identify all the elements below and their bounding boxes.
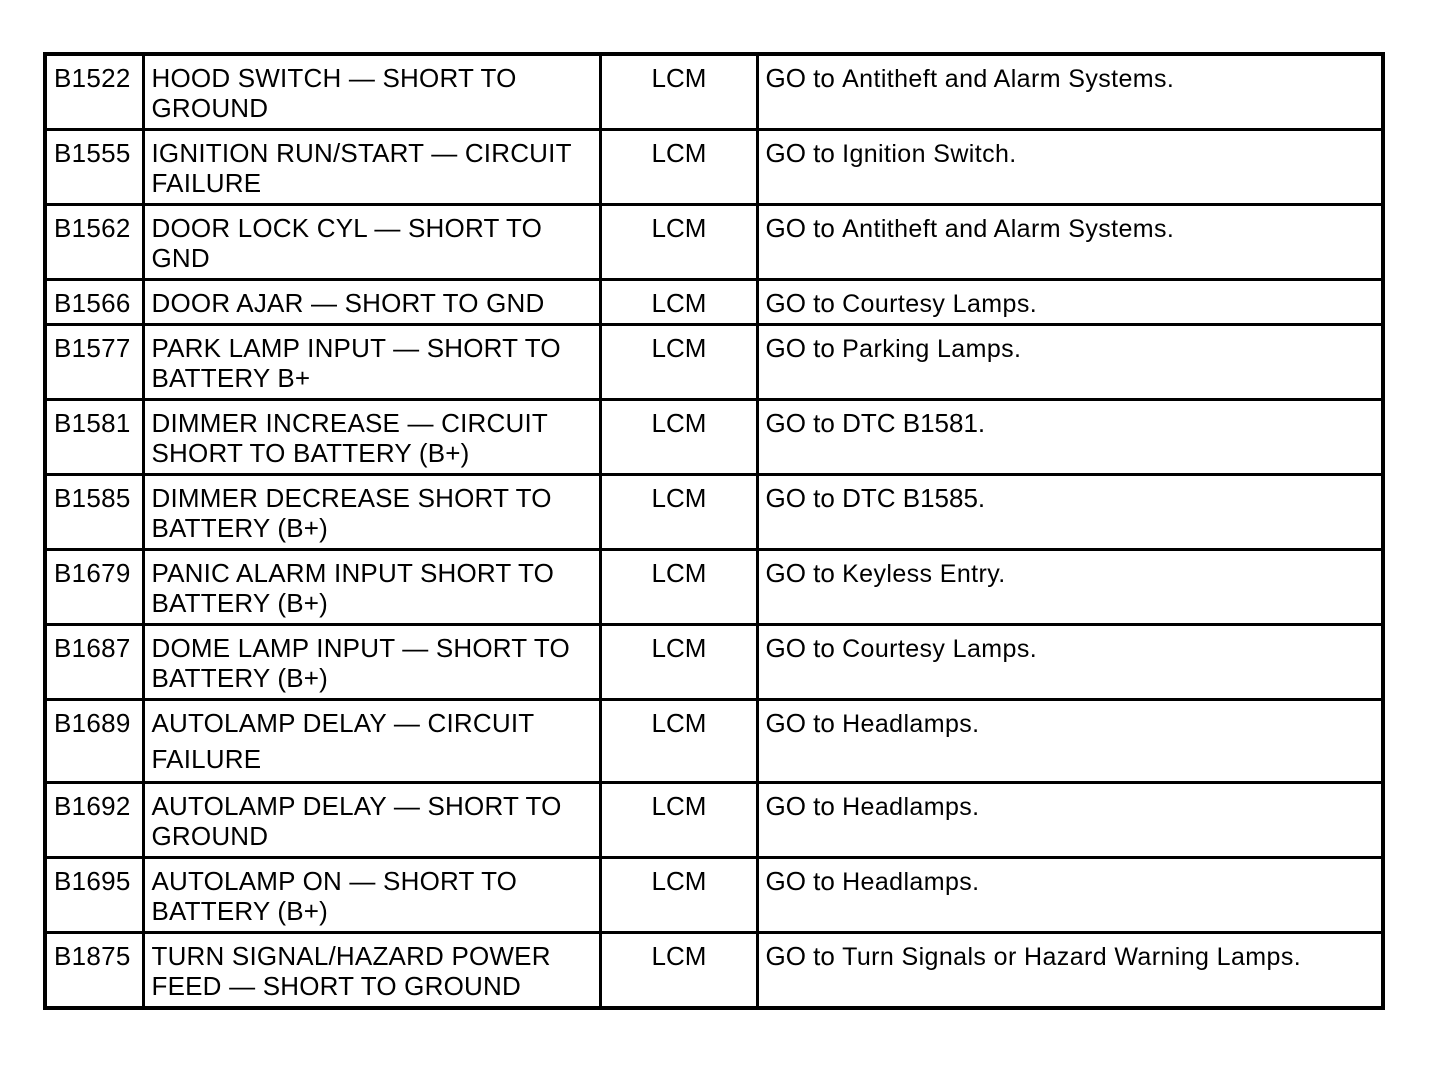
dtc-action — [757, 933, 1383, 1009]
dtc-description: PANIC ALARM INPUT SHORT TO BATTERY (B+) — [143, 550, 600, 625]
table-row — [45, 783, 1383, 858]
action-prefix: GO to — [765, 213, 835, 243]
dtc-action — [757, 783, 1383, 858]
action-prefix: GO to — [765, 138, 835, 168]
dtc-code: B1679 — [45, 550, 143, 625]
dtc-action — [757, 625, 1383, 700]
dtc-description: IGNITION RUN/START — CIRCUIT FAILURE — [143, 130, 600, 205]
table-row — [45, 550, 1383, 625]
dtc-module: LCM — [600, 858, 757, 933]
dtc-description: TURN SIGNAL/HAZARD POWER FEED — SHORT TO GROUND — [143, 933, 600, 1009]
action-prefix: GO to — [765, 63, 835, 93]
dtc-code: B1562 — [45, 205, 143, 280]
dtc-action — [757, 325, 1383, 400]
dtc-code: B1875 — [45, 933, 143, 1009]
dtc-module: LCM — [600, 205, 757, 280]
action-prefix: GO to — [765, 791, 835, 821]
action-target: DTC B1585. — [842, 483, 986, 513]
action-target: Antitheft and Alarm Systems. — [842, 65, 1175, 93]
dtc-module: LCM — [600, 54, 757, 130]
dtc-code: B1687 — [45, 625, 143, 700]
dtc-module: LCM — [600, 700, 757, 783]
table-row — [45, 280, 1383, 325]
dtc-description: PARK LAMP INPUT — SHORT TO BATTERY B+ — [143, 325, 600, 400]
dtc-code: B1522 — [45, 54, 143, 130]
action-prefix: GO to — [765, 558, 835, 588]
dtc-description: HOOD SWITCH — SHORT TO GROUND — [143, 54, 600, 130]
action-target: Ignition Switch. — [842, 140, 1017, 168]
dtc-code: B1585 — [45, 475, 143, 550]
dtc-description: AUTOLAMP ON — SHORT TO BATTERY (B+) — [143, 858, 600, 933]
dtc-module: LCM — [600, 475, 757, 550]
dtc-code: B1689 — [45, 700, 143, 783]
table-row — [45, 858, 1383, 933]
action-target: Courtesy Lamps. — [842, 290, 1038, 318]
table-row — [45, 325, 1383, 400]
action-target: Turn Signals or Hazard Warning Lamps. — [842, 943, 1302, 971]
action-prefix: GO to — [765, 866, 835, 896]
dtc-description: DOOR LOCK CYL — SHORT TO GND — [143, 205, 600, 280]
action-target: Headlamps. — [842, 793, 980, 821]
table-row — [45, 400, 1383, 475]
dtc-action — [757, 550, 1383, 625]
dtc-table — [43, 52, 1385, 1010]
action-prefix: GO to — [765, 483, 835, 513]
dtc-action — [757, 700, 1383, 783]
dtc-code: B1695 — [45, 858, 143, 933]
action-prefix: GO to — [765, 633, 835, 663]
dtc-module: LCM — [600, 400, 757, 475]
action-target: Headlamps. — [842, 710, 980, 738]
table-row — [45, 933, 1383, 1009]
dtc-description: AUTOLAMP DELAY — SHORT TO GROUND — [143, 783, 600, 858]
dtc-action — [757, 205, 1383, 280]
dtc-action — [757, 400, 1383, 475]
dtc-action — [757, 475, 1383, 550]
dtc-module: LCM — [600, 550, 757, 625]
dtc-description: DIMMER DECREASE SHORT TO BATTERY (B+) — [143, 475, 600, 550]
action-prefix: GO to — [765, 708, 835, 738]
dtc-action — [757, 858, 1383, 933]
action-prefix: GO to — [765, 941, 835, 971]
dtc-code: B1555 — [45, 130, 143, 205]
action-target: Keyless Entry. — [842, 560, 1006, 588]
dtc-description: DOME LAMP INPUT — SHORT TO BATTERY (B+) — [143, 625, 600, 700]
table-row — [45, 475, 1383, 550]
action-target: Headlamps. — [842, 868, 980, 896]
dtc-action — [757, 54, 1383, 130]
action-target: Courtesy Lamps. — [842, 635, 1038, 663]
table-row — [45, 625, 1383, 700]
dtc-action — [757, 130, 1383, 205]
action-prefix: GO to — [765, 333, 835, 363]
table-row — [45, 130, 1383, 205]
dtc-description: AUTOLAMP DELAY — CIRCUIT FAILURE — [143, 700, 600, 783]
dtc-module: LCM — [600, 625, 757, 700]
table-row — [45, 205, 1383, 280]
dtc-code: B1577 — [45, 325, 143, 400]
action-prefix: GO to — [765, 288, 835, 318]
dtc-description: DOOR AJAR — SHORT TO GND — [143, 280, 600, 325]
dtc-module: LCM — [600, 783, 757, 858]
action-target: Antitheft and Alarm Systems. — [842, 215, 1175, 243]
dtc-module: LCM — [600, 280, 757, 325]
action-target: DTC B1581. — [842, 408, 986, 438]
table-row — [45, 54, 1383, 130]
dtc-action — [757, 280, 1383, 325]
action-prefix: GO to — [765, 408, 835, 438]
action-target: Parking Lamps. — [842, 335, 1022, 363]
dtc-module: LCM — [600, 933, 757, 1009]
dtc-code: B1566 — [45, 280, 143, 325]
dtc-module: LCM — [600, 130, 757, 205]
dtc-code: B1692 — [45, 783, 143, 858]
dtc-module: LCM — [600, 325, 757, 400]
table-row — [45, 700, 1383, 783]
dtc-code: B1581 — [45, 400, 143, 475]
dtc-description: DIMMER INCREASE — CIRCUIT SHORT TO BATTERY (B+) — [143, 400, 600, 475]
